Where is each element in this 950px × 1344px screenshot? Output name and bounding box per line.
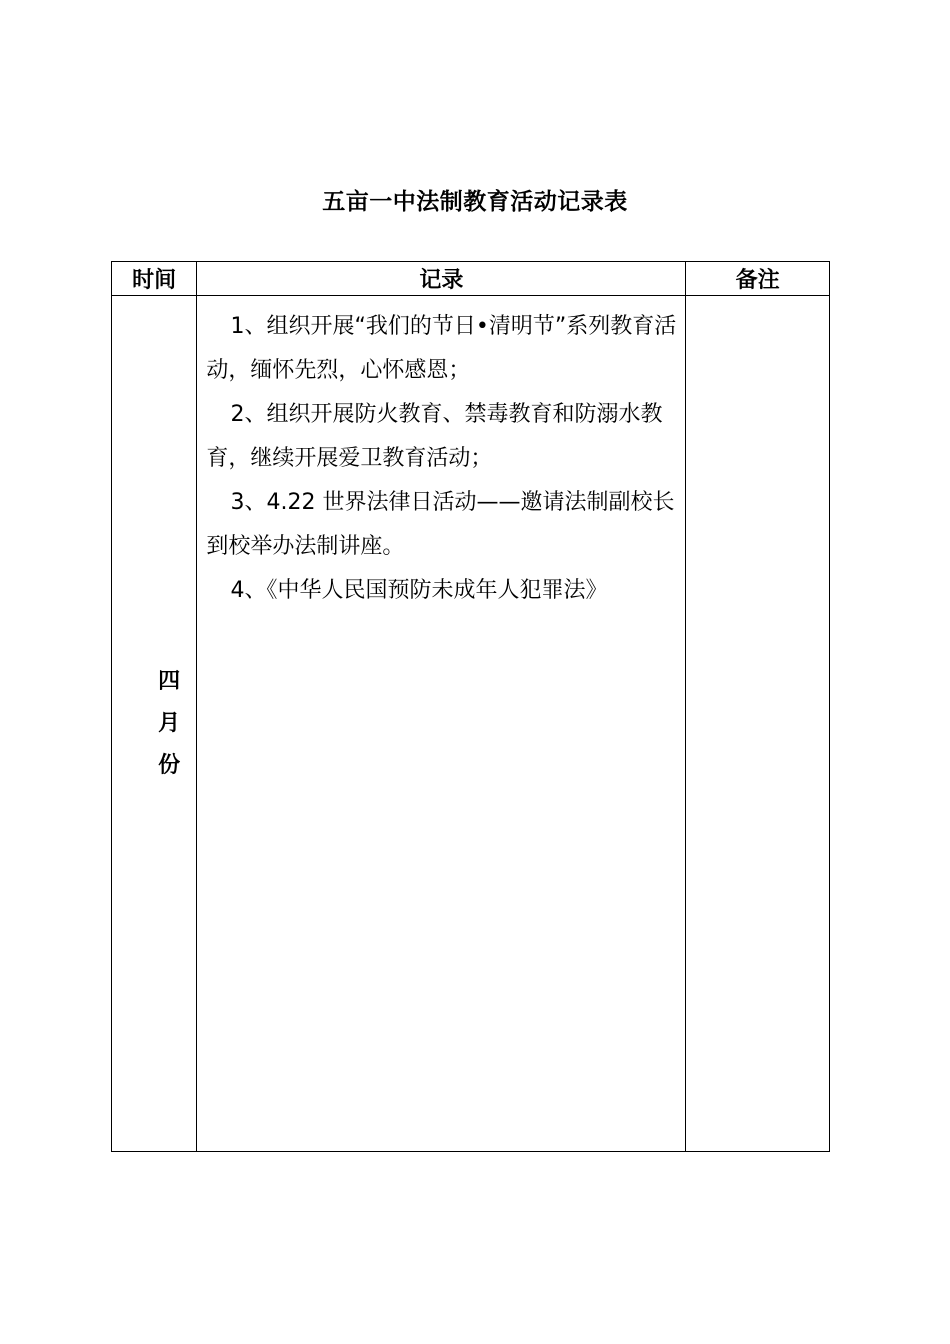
time-char: 四 <box>158 668 181 694</box>
header-record: 记录 <box>197 262 686 296</box>
record-item: 1、组织开展“我们的节日•清明节”系列教育活动，缅怀先烈，心怀感恩； <box>206 314 677 383</box>
table-header-row <box>112 262 830 296</box>
remark-cell <box>686 296 830 1152</box>
table-row <box>112 296 830 1152</box>
header-remark: 备注 <box>686 262 830 296</box>
page-title: 五亩一中法制教育活动记录表 <box>322 189 628 215</box>
record-item: 3、4.22 世界法律日活动——邀请法制副校长到校举办法制讲座。 <box>206 490 675 559</box>
record-table <box>111 261 830 1152</box>
record-cell <box>197 296 686 1152</box>
record-item: 4、《中华人民国预防未成年人犯罪法》 <box>230 578 608 603</box>
time-char: 月 <box>158 710 181 736</box>
record-item: 2、组织开展防火教育、禁毒教育和防溺水教育，继续开展爱卫教育活动； <box>206 402 663 471</box>
time-char: 份 <box>158 752 181 778</box>
header-time: 时间 <box>112 262 197 296</box>
time-label <box>158 661 180 787</box>
time-cell <box>112 296 197 1152</box>
